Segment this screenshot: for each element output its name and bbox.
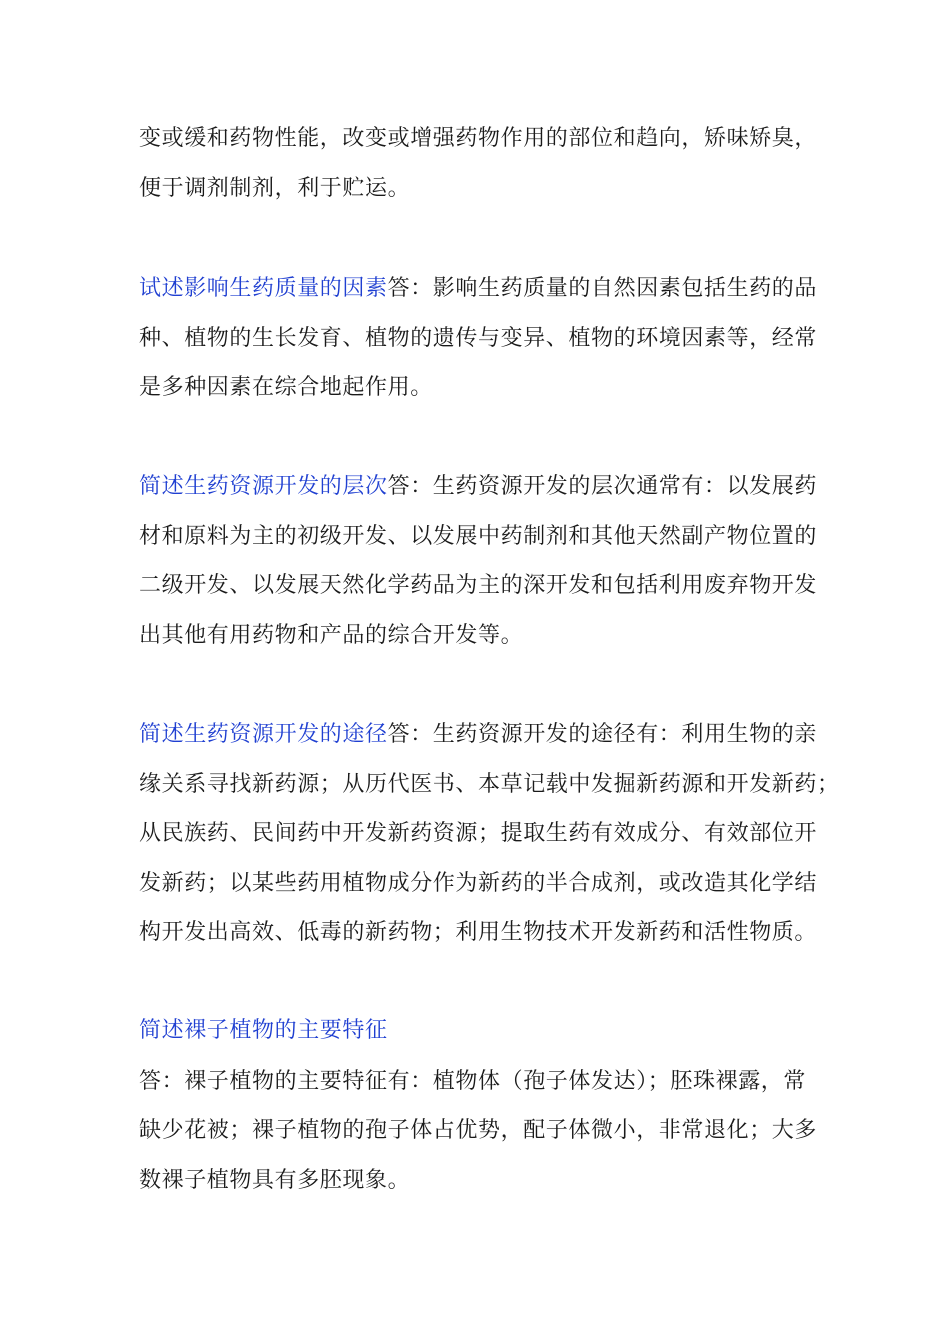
q1-line-2: 种、植物的生长发育、植物的遗传与变异、植物的环境因素等，经常 bbox=[139, 326, 818, 351]
q4-line-1: 答：裸子植物的主要特征有：植物体（孢子体发达）；胚珠裸露，常 bbox=[139, 1069, 807, 1094]
q2-question: 简述生药资源开发的层次 bbox=[139, 474, 388, 499]
intro-line-1: 变或缓和药物性能，改变或增强药物作用的部位和趋向，矫味矫臭， bbox=[139, 126, 818, 151]
q2-answer-start: 答：生药资源开发的层次通常有：以发展药 bbox=[387, 474, 818, 499]
q1-line-1 bbox=[139, 274, 817, 304]
q3-line-3: 从民族药、民间药中开发新药资源；提取生药有效成分、有效部位开 bbox=[139, 821, 818, 846]
q2-line-4: 出其他有用药物和产品的综合开发等。 bbox=[139, 623, 524, 648]
q1-line-3: 是多种因素在综合地起作用。 bbox=[139, 375, 433, 400]
q3-line-2: 缘关系寻找新药源；从历代医书、本草记载中发掘新药源和开发新药； bbox=[139, 772, 840, 797]
q3-answer-start: 答：生药资源开发的途径有：利用生物的亲 bbox=[387, 722, 818, 747]
q3-question: 简述生药资源开发的途径 bbox=[139, 722, 388, 747]
q1-question: 试述影响生药质量的因素 bbox=[139, 276, 388, 301]
q3-line-1 bbox=[139, 720, 817, 750]
q3-line-5: 构开发出高效、低毒的新药物；利用生物技术开发新药和活性物质。 bbox=[139, 920, 818, 945]
q3-line-4: 发新药；以某些药用植物成分作为新药的半合成剂，或改造其化学结 bbox=[139, 871, 818, 896]
q4-question: 简述裸子植物的主要特征 bbox=[139, 1018, 388, 1043]
q1-answer-start: 答：影响生药质量的自然因素包括生药的品 bbox=[387, 276, 818, 301]
q2-line-1 bbox=[139, 472, 817, 502]
intro-line-2: 便于调剂制剂，利于贮运。 bbox=[139, 176, 411, 201]
q4-line-3: 数裸子植物具有多胚现象。 bbox=[139, 1168, 411, 1193]
q2-line-3: 二级开发、以发展天然化学药品为主的深开发和包括利用废弃物开发 bbox=[139, 573, 818, 598]
q2-line-2: 材和原料为主的初级开发、以发展中药制剂和其他天然副产物位置的 bbox=[139, 524, 818, 549]
q4-line-2: 缺少花被；裸子植物的孢子体占优势，配子体微小，非常退化；大多 bbox=[139, 1118, 818, 1143]
